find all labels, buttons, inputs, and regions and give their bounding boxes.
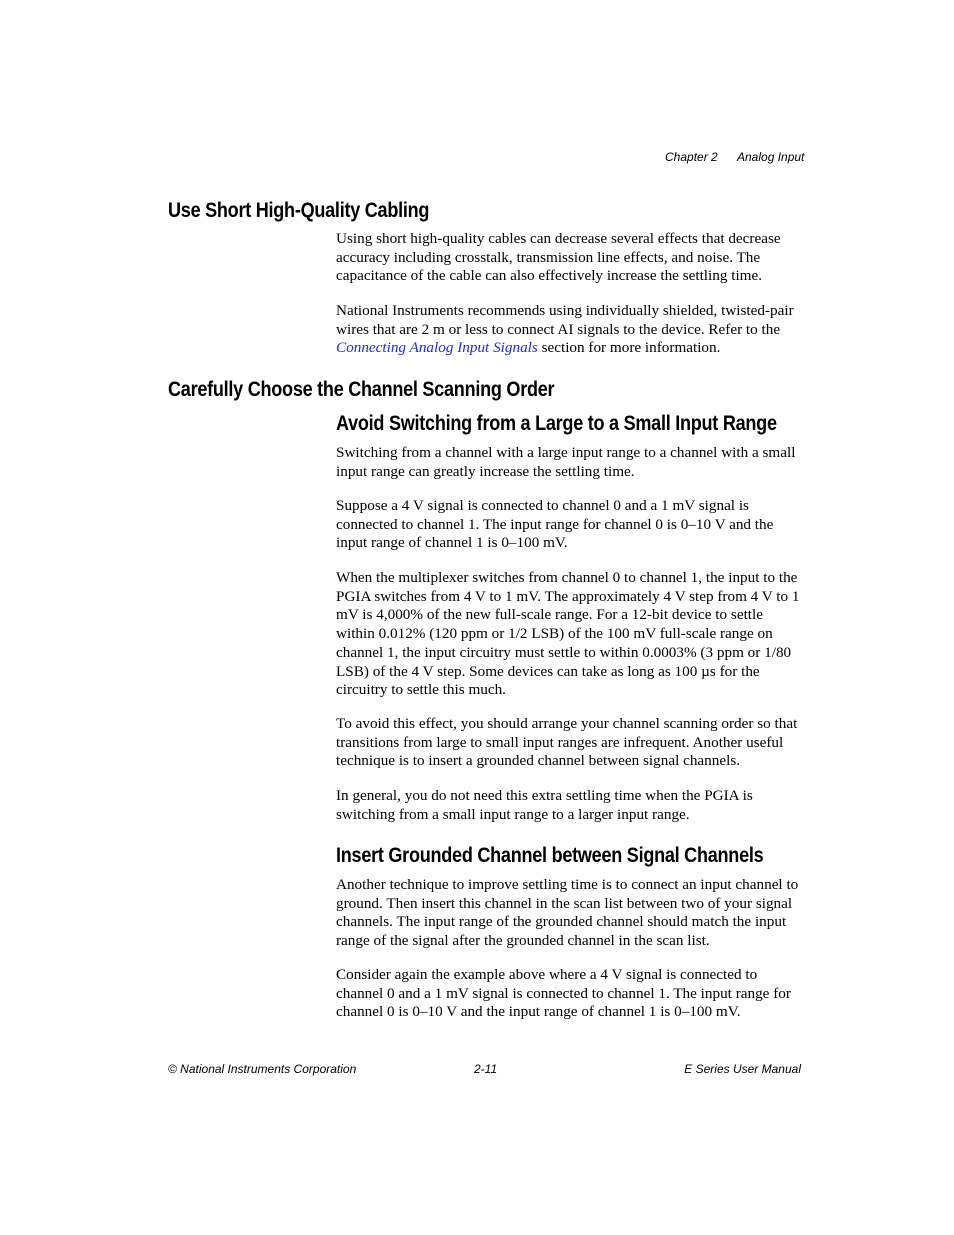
heading-grounded-channel: Insert Grounded Channel between Signal Channels <box>336 844 764 867</box>
avoid-paragraph-3: When the multiplexer switches from channel 0 to channel 1, the input to the PGIA switches from 4 V to 1 mV. The approximately 4 V step from 4 V to 1 mV is 4,000% of the new full-scale range. For a 12-bit device to settle within 0.012% (120 ppm or 1/2 LSB) of the 100 mV full-scale range on channel 1, the input circuitry must settle to within 0.0003% (3 ppm or 1/80 LSB) of the 4 V step. Some devices can take as long as 100 µs for the circuitry to settle this much. <box>336 569 800 699</box>
heading-avoid-switching: Avoid Switching from a Large to a Small Input Range <box>336 412 777 435</box>
cabling-paragraph-1: Using short high-quality cables can decrease several effects that decrease accuracy including crosstalk, transmission line effects, and noise. The capacitance of the cable can also effectively increase the settling time. <box>336 230 781 285</box>
header-title: Analog Input <box>737 150 805 164</box>
footer-copyright: © National Instruments Corporation <box>168 1062 357 1076</box>
grounded-paragraph-2: Consider again the example above where a 4 V signal is connected to channel 0 and a 1 mV signal is connected to channel 1. The input range for channel 0 is 0–10 V and the input range of channel 1 is 0–100 mV. <box>336 966 791 1021</box>
avoid-paragraph-5: In general, you do not need this extra settling time when the PGIA is switching from a small input range to a larger input range. <box>336 787 753 823</box>
avoid-paragraph-4: To avoid this effect, you should arrange your channel scanning order so that transitions from large to small input ranges are infrequent. Another useful technique is to insert a grounded channel between signal channels. <box>336 715 798 770</box>
avoid-paragraph-2: Suppose a 4 V signal is connected to channel 0 and a 1 mV signal is connected to channel 1. The input range for channel 0 is 0–10 V and the input range of channel 1 is 0–100 mV. <box>336 497 774 552</box>
cabling-paragraph-2-start: National Instruments recommends using individually shielded, twisted-pair wires that are 2 m or less to connect AI signals to the device. Refer to the <box>336 302 794 338</box>
heading-scanning-order: Carefully Choose the Channel Scanning Order <box>168 378 555 401</box>
cabling-paragraph-2 <box>336 302 804 358</box>
heading-cabling: Use Short High-Quality Cabling <box>168 199 430 222</box>
footer-page-number: 2-11 <box>474 1062 498 1076</box>
cabling-paragraph-2-end: section for more information. <box>537 339 721 357</box>
connecting-analog-input-signals-link[interactable]: Connecting Analog Input Signals <box>336 339 538 357</box>
grounded-paragraph-1: Another technique to improve settling time is to connect an input channel to ground. Then insert this channel in the scan list between two of your signal channels. The input range of the grounded channel should match the input range of the signal after the grounded channel in the scan list. <box>336 876 799 950</box>
avoid-paragraph-1: Switching from a channel with a large input range to a channel with a small input range can greatly increase the settling time. <box>336 444 796 480</box>
header-chapter: Chapter 2 <box>665 150 718 164</box>
footer-manual-title: E Series User Manual <box>684 1062 801 1076</box>
